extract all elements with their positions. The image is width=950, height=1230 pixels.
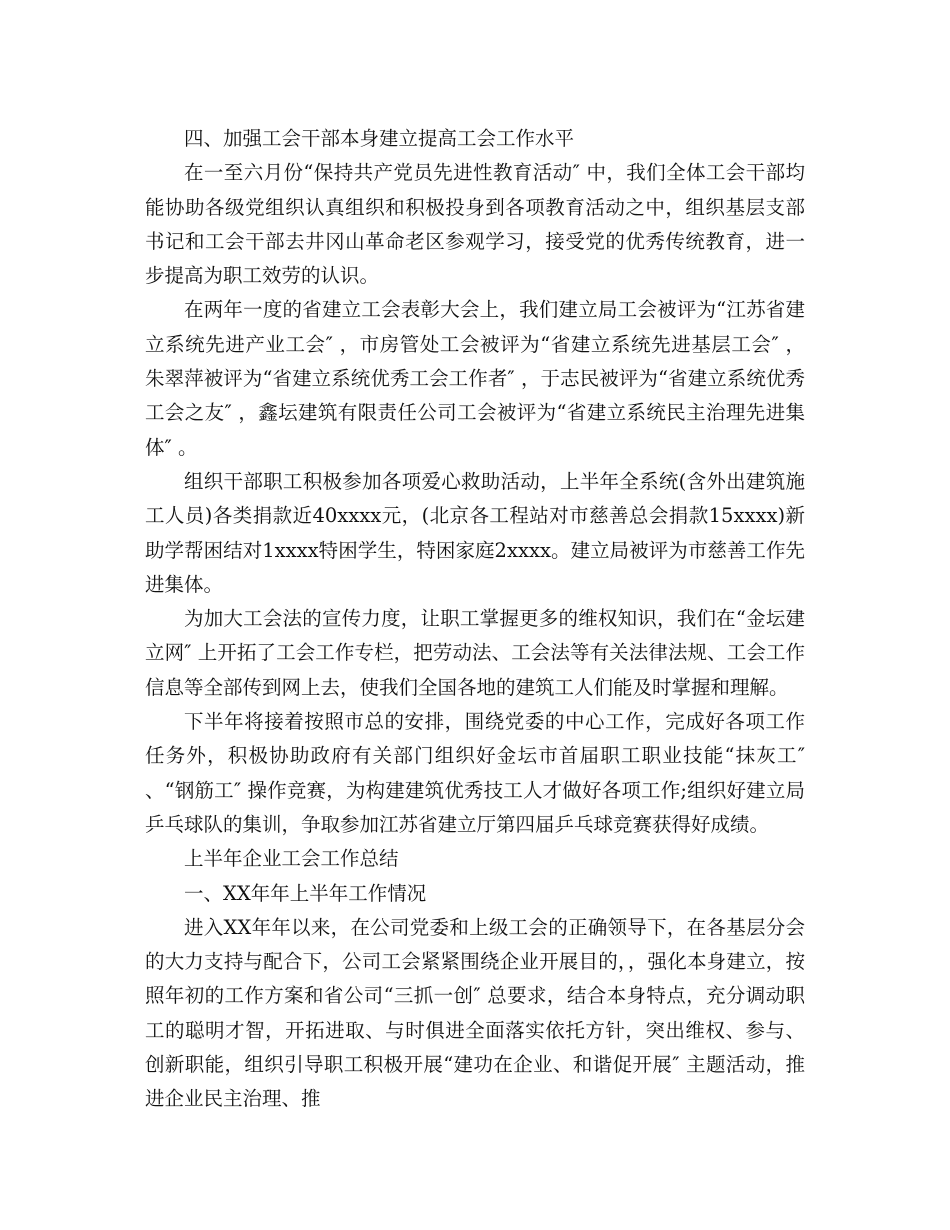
section-heading-work-status: 一、XX年年上半年工作情况 bbox=[184, 881, 427, 905]
section-heading-cadre-building: 四、加强工会干部本身建立提高工会工作水平 bbox=[184, 127, 575, 150]
paragraph-second-half-plan: 下半年将接着按照市总的安排，围绕党委的中心工作，完成好各项工作任务外，积极协助政府有关部门组织好金坛市首届职工职业技能“抹灰工″ 、“钢筋工″ 操作竞赛，为构建建筑优秀技工人才做好各项工作;组织好建立局乒乓球队的集训，争取参加江苏省建立厅第四届乒乓球竞赛获得好成绩。 bbox=[145, 710, 805, 836]
section-title-summary: 上半年企业工会工作总结 bbox=[184, 847, 399, 871]
document-body bbox=[145, 122, 805, 1117]
paragraph-education-activity: 在一至六月份“保持共产党员先进性教育活动″ 中，我们全体工会干部均能协助各级党组织认真组织和积极投身到各项教育活动之中，组织基层支部书记和工会干部去井冈山革命老区参观学习，接受党的优秀传统教育，进一步提高为职工效劳的认识。 bbox=[145, 161, 805, 288]
paragraph-intro-work: 进入XX年年以来，在公司党委和上级工会的正确领导下，在各基层分会的大力支持与配合下，公司工会紧紧围绕企业开展目的，，强化本身建立，按照年初的工作方案和省公司“三抓一创″ 总要求，结合本身特点，充分调动职工的聪明才智，开拓进取、与时俱进全面落实依托方针，突出维权、参与、创新职能，组织引导职工积极开展“建功在企业、和谐促开展″ 主题活动，推进企业民主治理、推 bbox=[145, 915, 805, 1111]
paragraph-union-law-promotion: 为加大工会法的宣传力度，让职工掌握更多的维权知识，我们在“金坛建立网″ 上开拓了工会工作专栏，把劳动法、工会法等有关法律法规、工会工作信息等全部传到网上去，使我们全国各地的建筑工人们能及时掌握和理解。 bbox=[145, 607, 805, 699]
paragraph-awards: 在两年一度的省建立工会表彰大会上，我们建立局工会被评为“江苏省建立系统先进产业工会″ ，市房管处工会被评为“省建立系统先进基层工会″ ，朱翠萍被评为“省建立系统优秀工会工作者″ ，于志民被评为“省建立系统优秀工会之友″ ，鑫坛建筑有限责任公司工会被评为“省建立系统民主治理先进集体″ 。 bbox=[145, 298, 805, 459]
paragraph-charity: 组织干部职工积极参加各项爱心救助活动，上半年全系统(含外出建筑施工人员)各类捐款近40xxxx元，(北京各工程站对市慈善总会捐款15xxxx)新助学帮困结对1xxxx特困学生，特困家庭2xxxx。建立局被评为市慈善工作先进集体。 bbox=[145, 469, 805, 596]
